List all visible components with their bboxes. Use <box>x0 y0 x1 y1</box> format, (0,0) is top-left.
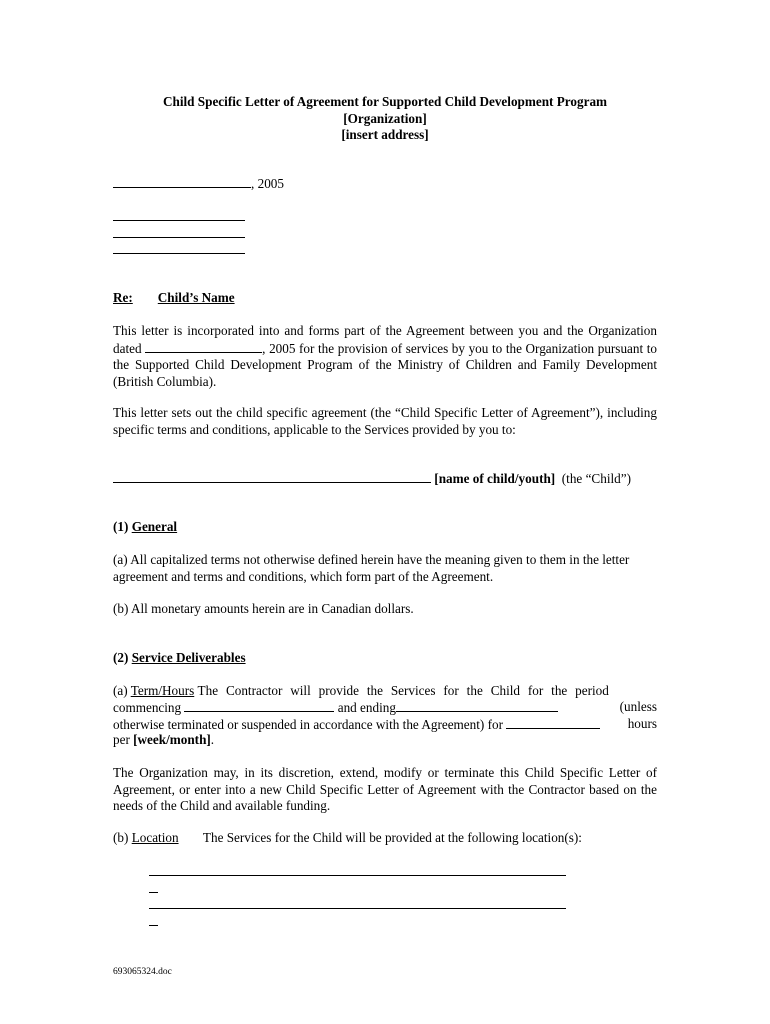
general-heading <box>113 519 177 536</box>
term-hours-line-1 <box>113 683 657 700</box>
recipient-line-1 <box>113 220 245 221</box>
hours-label: hours <box>627 716 657 731</box>
term-hours-text: The Contractor will provide the Services for the Child for the period <box>197 683 609 698</box>
location-blank-1 <box>149 875 566 876</box>
child-suffix: (the “Child”) <box>561 471 631 486</box>
child-name-line <box>113 470 631 488</box>
intro-paragraph-1 <box>113 323 657 390</box>
terminated-text: otherwise terminated or suspended in accordance with the Agreement) for <box>113 717 503 732</box>
location-text: The Services for the Child will be provided at the following location(s): <box>202 830 582 845</box>
general-number: (1) <box>113 519 129 534</box>
date-year: , 2005 <box>251 176 284 191</box>
re-line <box>113 290 235 307</box>
document-title: Child Specific Letter of Agreement for Supported Child Development Program <box>162 94 608 109</box>
date-line <box>113 175 284 193</box>
deliverables-number: (2) <box>113 650 129 665</box>
general-clause-a: (a) All capitalized terms not otherwise defined herein have the meaning given to them in the letter agreement and terms and conditions, which form part of the Agreement. <box>113 552 630 584</box>
location-blank-1-tail <box>149 892 158 893</box>
week-month-placeholder: [week/month] <box>133 732 211 747</box>
date-blank <box>113 175 251 188</box>
deliverables-heading-text: Service Deliverables <box>131 650 246 665</box>
intro-paragraph-2: This letter sets out the child specific agreement (the “Child Specific Letter of Agreement”), including specific terms and conditions, applicable to the Services provided by you to: <box>113 405 657 437</box>
child-name-label: [name of child/youth] <box>434 471 556 486</box>
location-prefix: (b) <box>113 830 129 845</box>
general-clause-b: (b) All monetary amounts herein are in Canadian dollars. <box>113 601 414 616</box>
address-placeholder: [insert address] <box>341 127 429 142</box>
re-subject: Child’s Name <box>157 290 235 305</box>
child-name-blank <box>113 470 431 483</box>
ending-label: and ending <box>337 700 396 715</box>
agreement-date-blank <box>145 340 262 353</box>
term-hours-line-4 <box>113 732 214 749</box>
location-blank-2 <box>149 908 566 909</box>
intro-p1-rest: , 2005 for the provision of services by you to the Organization pursuant to the Supported Child Development Program of the Ministry of Children and Family Development (British Columbia). <box>113 340 658 389</box>
discretion-paragraph: The Organization may, in its discretion, extend, modify or terminate this Child Specific Letter of Agreement, or enter into a new Child Specific Letter of Agreement with the Contractor based on the needs of the Child and available funding. <box>113 765 657 813</box>
location-line <box>113 830 582 847</box>
ending-date-blank <box>396 699 558 712</box>
commencing-date-blank <box>184 699 334 712</box>
recipient-line-3 <box>113 253 245 254</box>
location-blank-2-tail <box>149 925 158 926</box>
per-label: per <box>113 732 130 747</box>
term-prefix: (a) <box>113 683 128 698</box>
term-hours-line-3 <box>113 716 657 734</box>
term-hours-line-2 <box>113 699 657 717</box>
organization-placeholder: [Organization] <box>343 111 427 126</box>
term-hours-label: Term/Hours <box>130 683 195 698</box>
recipient-line-2 <box>113 237 245 238</box>
period: . <box>210 732 215 747</box>
hours-blank <box>506 716 600 729</box>
re-label: Re: <box>113 290 133 305</box>
location-label: Location <box>131 830 179 845</box>
intro-p1-start: This letter is incorporated into and forms part of the Agreement between you and the Organization dated <box>113 323 657 356</box>
unless-text: (unless <box>619 699 657 714</box>
deliverables-heading <box>113 650 246 667</box>
footer-filename: 693065324.doc <box>113 967 172 977</box>
commencing-label: commencing <box>113 700 182 715</box>
general-heading-text: General <box>131 519 178 534</box>
